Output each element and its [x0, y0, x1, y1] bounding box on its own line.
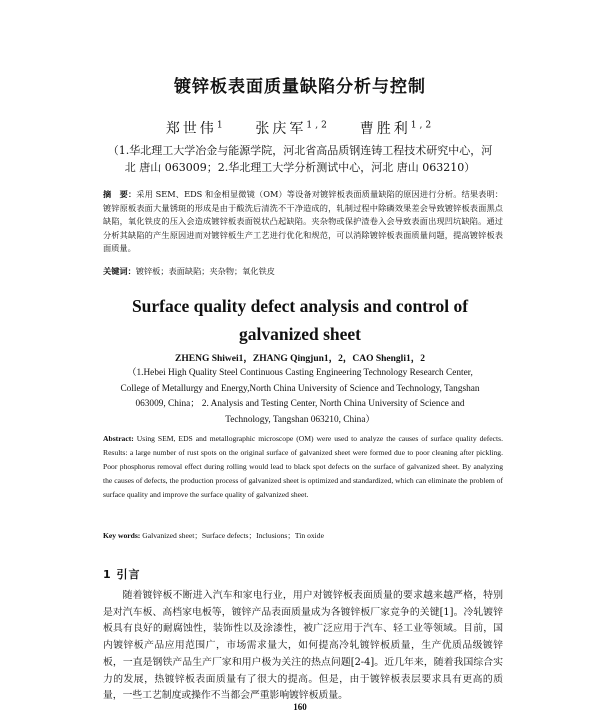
abstract-text: Using SEM, EDS and metallographic microscope (OM) were used to analyze the causes of surface quality defects. Results: a large number of rust spots on the original surface of galvanized sheet were formed due to poor cleaning after pickling. Poor phosphorus removal effect during rolling would lead to black spot defects on the surface of galvanized sheet. By analyzing the causes of defects, the production process of galvanized sheet is optimized and standardized, which can eliminate the problem of surface quality and improve the surface quality of galvanized sheet. — [103, 434, 504, 499]
author-name: 曹胜利 — [359, 121, 411, 137]
abstract-label: 摘 要： — [103, 189, 137, 199]
author-affiliation-marker: 1,2 — [410, 120, 435, 131]
keywords-label: Key words: — [103, 531, 141, 540]
affiliation-line: 063009, China； 2. Analysis and Testing Center, North China University of Science and — [135, 399, 465, 410]
abstract-text: 采用 SEM、EDS 和金相显微镜（OM）等设备对镀锌板表面质量缺陷的原因进行分析。结果表明：镀锌原板表面大量锈斑的形成是由于酸洗后清洗不干净造成的，轧制过程中除磷效果差会导致镀锌板表面黑点缺陷，氧化铁皮的压入会造成镀锌板表面锐状凸起缺陷。夹杂物或保护渣卷入会导致表面出现凹坑缺陷。通过分析其缺陷的产生原因进而对镀锌板生产工艺进行优化和规范，可以消除镀锌板表面质量问题，提高镀锌板表面质量。 — [103, 189, 503, 254]
author-affiliation-marker: 1,2 — [306, 120, 330, 131]
chinese-title: 镀锌板表面质量缺陷分析与控制 — [174, 77, 426, 97]
author-name: 郑世伟 — [165, 121, 217, 137]
affiliation-line: （1.华北理工大学冶金与能源学院，河北省高品质钢连铸工程技术研究中心，河 — [107, 144, 493, 157]
chinese-keywords — [103, 265, 503, 278]
abstract-label: Abstract: — [103, 434, 134, 443]
section-heading — [103, 566, 141, 582]
section-title: 引言 — [116, 568, 141, 581]
author-affiliation-marker: 1 — [216, 120, 226, 131]
affiliation-line: 北 唐山 063009；2.华北理工大学分析测试中心，河北 唐山 063210） — [124, 161, 476, 174]
english-abstract — [103, 432, 503, 502]
author-name: 张庆军 — [255, 121, 307, 137]
section-number: 1 — [103, 568, 112, 581]
affiliation-line: （1.Hebei High Quality Steel Continuous Casting Engineering Technology Research Center, — [127, 368, 473, 378]
english-affiliations — [100, 366, 500, 428]
page-number: 160 — [293, 702, 307, 712]
keywords-label: 关键词： — [103, 266, 136, 276]
english-title-line: galvanized sheet — [238, 324, 361, 344]
chinese-affiliations — [100, 142, 500, 176]
english-keywords — [103, 530, 503, 542]
chinese-authors — [0, 118, 600, 138]
chinese-abstract — [103, 188, 503, 256]
keywords-text: Galvanized sheet；Surface defects；Inclusions；Tin oxide — [142, 531, 324, 540]
english-title-line: Surface quality defect analysis and control of — [131, 296, 469, 316]
affiliation-line: College of Metallurgy and Energy,North China University of Science and Technology, Tangshan — [120, 383, 480, 394]
body-paragraph: 随着镀锌板不断进入汽车和家电行业，用户对镀锌板表面质量的要求越来越严格，特别是对汽车板、高档家电板等，镀锌产品表面质量成为各镀锌板厂家竞争的关键[1]。冷轧镀锌板具有良好的耐腐蚀性，装饰性以及涂漆性，被广泛应用于汽车、轻工业等领域。目前，国内镀锌板产品应用范围广，市场需求量大，如何提高冷轧镀锌板质量，生产优质品级镀锌板，一直是钢铁产品生产厂家和用户极为关注的热点问题[2-4]。近几年来，随着我国综合实力的发展，热镀锌板表面质量有了很大的提高。但是，由于镀锌板表层要求具有更高的质量，一些工艺制度或操作不当都会严重影响镀锌板质量。 — [103, 590, 503, 702]
keywords-text: 镀锌板；表面缺陷；夹杂物；氧化铁皮 — [135, 266, 275, 276]
affiliation-line: Technology, Tangshan 063210, China） — [225, 414, 375, 425]
english-authors: ZHENG Shiwei1，ZHANG Qingjun1，2，CAO Shengli1，2 — [175, 354, 425, 364]
